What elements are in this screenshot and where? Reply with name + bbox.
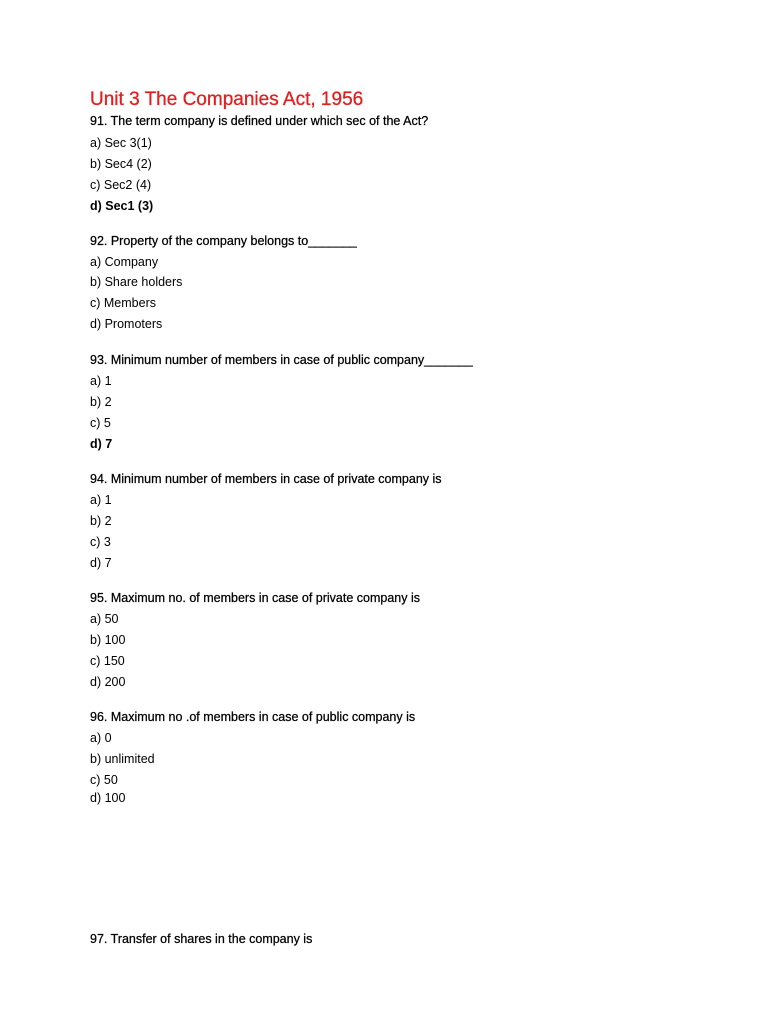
option-91-c: c) Sec2 (4) (90, 178, 152, 192)
option-95-a: a) 50 (90, 612, 119, 626)
option-91-a: a) Sec 3(1) (90, 136, 152, 150)
option-96-d: d) 100 (90, 791, 126, 805)
option-96-a: a) 0 (90, 731, 112, 745)
option-92-c: c) Members (90, 296, 156, 310)
question-91: 91. The term company is defined under which sec of the Act? (90, 114, 429, 128)
page-title: Unit 3 The Companies Act, 1956 (90, 89, 364, 110)
question-93: 93. Minimum number of members in case of public company_______ (90, 353, 473, 367)
question-94: 94. Minimum number of members in case of private company is (90, 472, 442, 486)
option-93-a: a) 1 (90, 374, 112, 388)
option-91-d: d) Sec1 (3) (90, 199, 154, 213)
option-95-b: b) 100 (90, 633, 126, 647)
option-93-d: d) 7 (90, 437, 113, 451)
option-96-c: c) 50 (90, 773, 118, 787)
option-95-d: d) 200 (90, 675, 126, 689)
option-94-d: d) 7 (90, 556, 112, 570)
option-95-c: c) 150 (90, 654, 125, 668)
question-95: 95. Maximum no. of members in case of private company is (90, 591, 420, 605)
option-94-c: c) 3 (90, 535, 111, 549)
option-93-c: c) 5 (90, 416, 111, 430)
option-94-b: b) 2 (90, 514, 112, 528)
option-92-b: b) Share holders (90, 275, 183, 289)
option-96-b: b) unlimited (90, 752, 155, 766)
question-96: 96. Maximum no .of members in case of public company is (90, 710, 416, 724)
option-91-b: b) Sec4 (2) (90, 157, 152, 171)
option-93-b: b) 2 (90, 395, 112, 409)
option-92-a: a) Company (90, 255, 159, 269)
option-92-d: d) Promoters (90, 317, 163, 331)
option-94-a: a) 1 (90, 493, 112, 507)
question-97: 97. Transfer of shares in the company is (90, 932, 313, 946)
question-92: 92. Property of the company belongs to_______ (90, 234, 357, 248)
